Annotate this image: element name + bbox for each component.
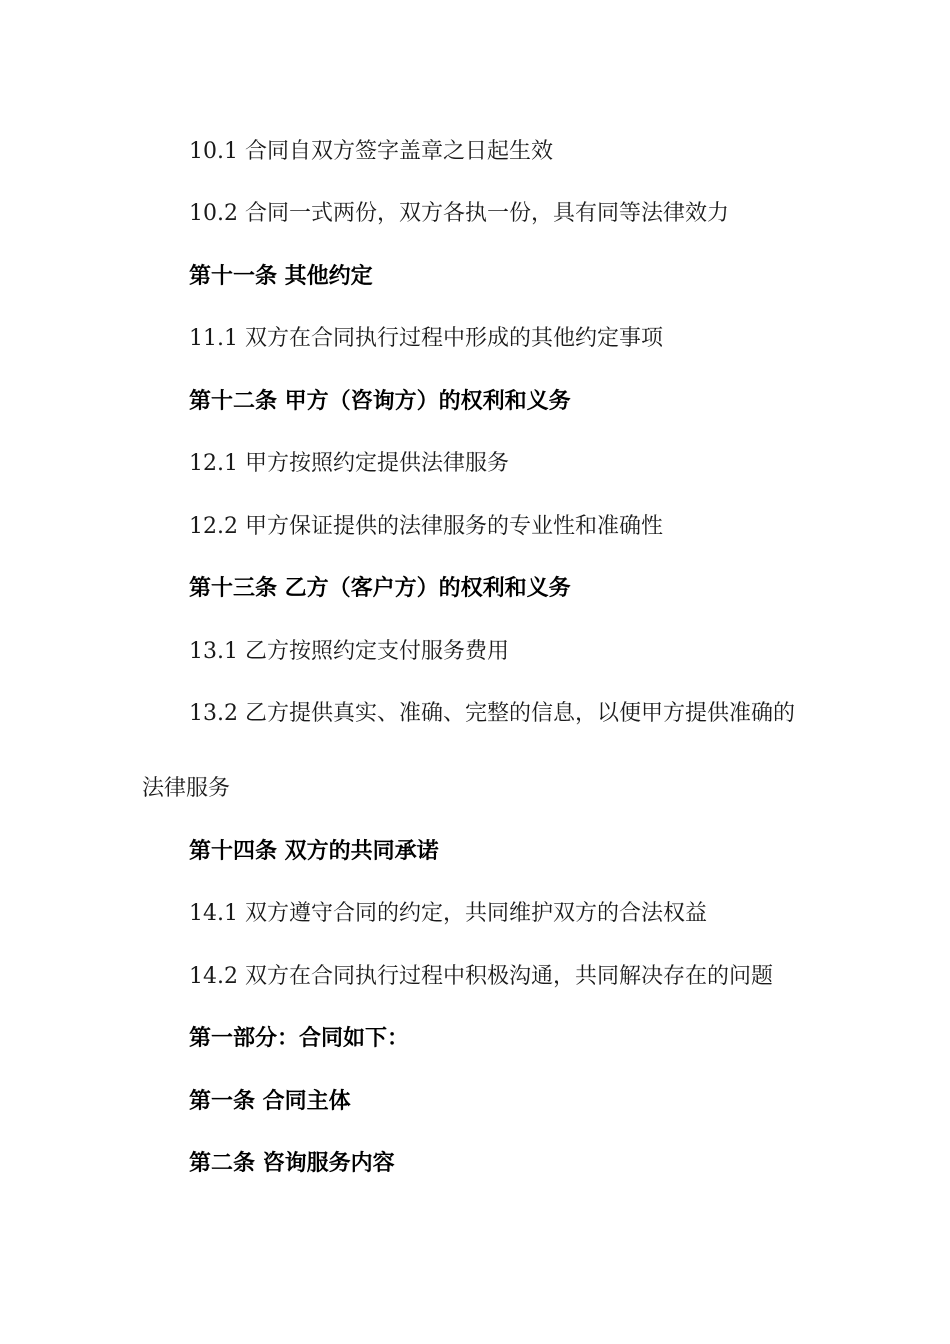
article-1-heading: 第一条 合同主体 [189,1089,351,1114]
clause-10-1: 10.1 合同自双方签字盖章之日起生效 [189,139,553,164]
clause-14-1: 14.1 双方遵守合同的约定，共同维护双方的合法权益 [189,901,707,926]
clause-11-1: 11.1 双方在合同执行过程中形成的其他约定事项 [189,326,663,351]
article-2-heading: 第二条 咨询服务内容 [189,1151,395,1176]
clause-13-1: 13.1 乙方按照约定支付服务费用 [189,639,509,664]
clause-13-2-continuation: 法律服务 [142,776,231,801]
article-11-heading: 第十一条 其他约定 [189,264,373,289]
clause-10-2: 10.2 合同一式两份，双方各执一份，具有同等法律效力 [189,201,729,226]
clause-14-2: 14.2 双方在合同执行过程中积极沟通，共同解决存在的问题 [189,964,773,989]
article-13-heading: 第十三条 乙方（客户方）的权利和义务 [189,576,571,601]
clause-12-1: 12.1 甲方按照约定提供法律服务 [189,451,509,476]
clause-13-2: 13.2 乙方提供真实、准确、完整的信息，以便甲方提供准确的 [189,701,795,726]
article-12-heading: 第十二条 甲方（咨询方）的权利和义务 [189,389,571,414]
article-14-heading: 第十四条 双方的共同承诺 [189,839,439,864]
part-one-heading: 第一部分：合同如下： [189,1026,410,1051]
clause-12-2: 12.2 甲方保证提供的法律服务的专业性和准确性 [189,514,663,539]
